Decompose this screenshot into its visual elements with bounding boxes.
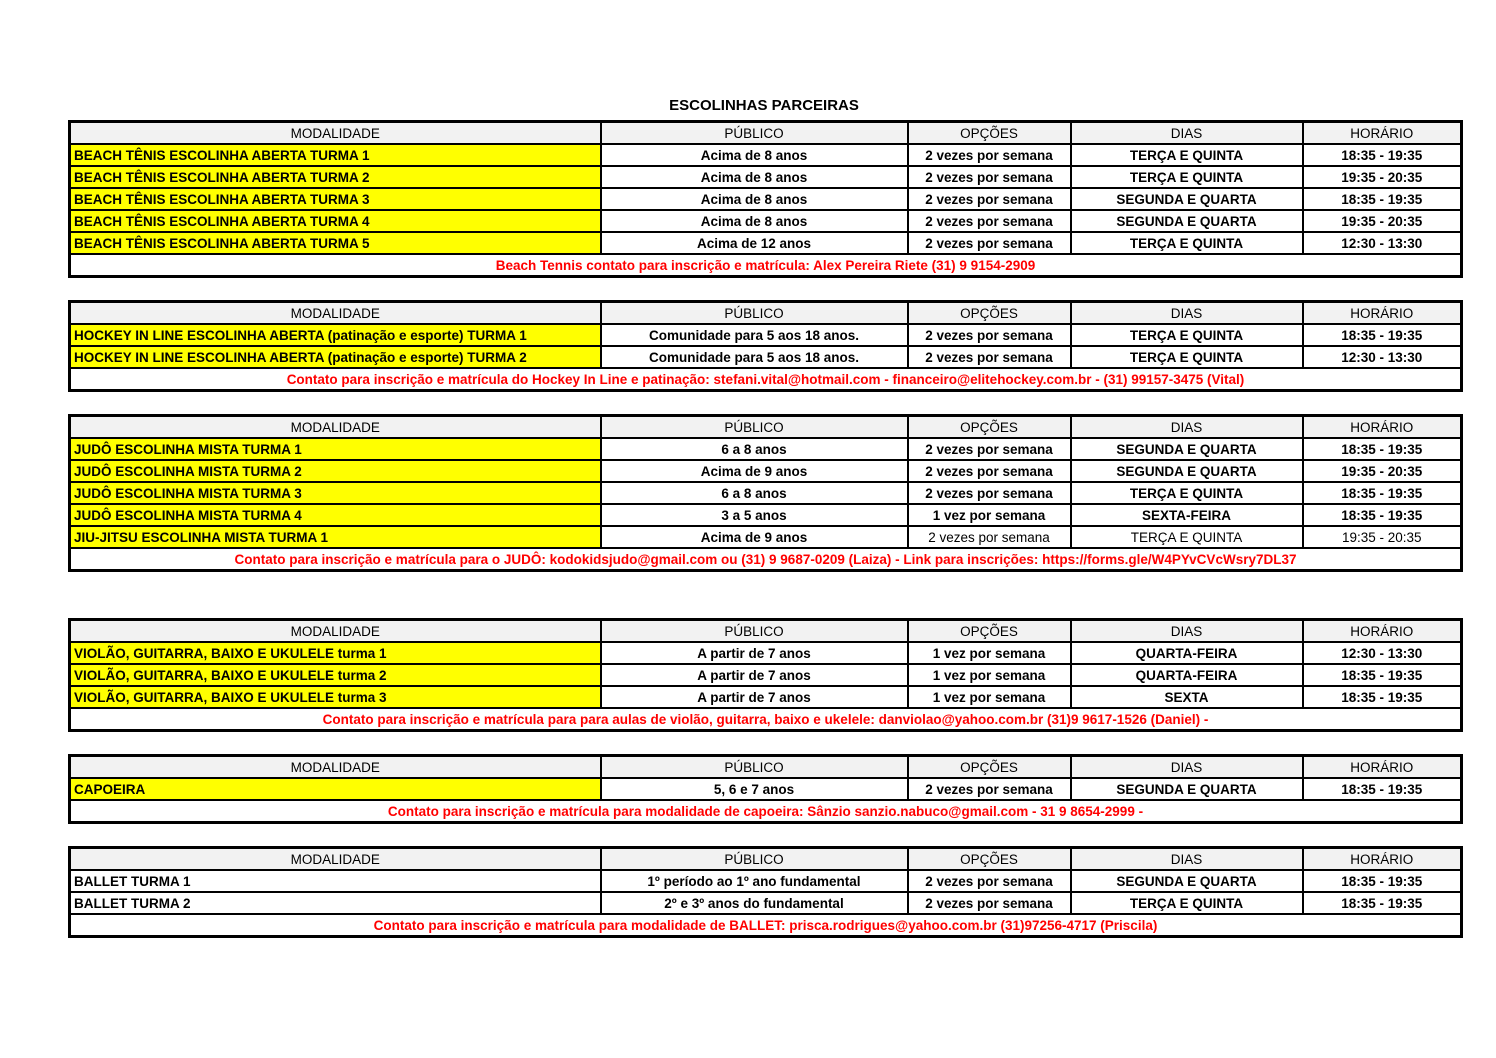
opcoes-cell: 2 vezes por semana <box>908 438 1071 460</box>
column-header: PÚBLICO <box>601 756 908 779</box>
publico-cell: A partir de 7 anos <box>601 664 908 686</box>
contact-row <box>70 708 1462 731</box>
dias-cell: TERÇA E QUINTA <box>1071 346 1303 368</box>
column-header: DIAS <box>1071 620 1303 643</box>
column-header: HORÁRIO <box>1303 848 1462 871</box>
contact-row <box>70 548 1462 571</box>
horario-cell: 12:30 - 13:30 <box>1303 642 1462 664</box>
contact-note: Contato para inscrição e matrícula do Hockey In Line e patinação: stefani.vital@hotmail.com - financeiro@elitehockey.com.br - (31) 99157-3475 (Vital) <box>70 368 1462 391</box>
publico-cell: Acima de 9 anos <box>601 460 908 482</box>
opcoes-cell: 2 vezes por semana <box>908 232 1071 254</box>
contact-row <box>70 368 1462 391</box>
schedule-table-ballet <box>68 846 1463 938</box>
modalidade-cell: CAPOEIRA <box>70 778 601 800</box>
schedule-table-violao-guitarra <box>68 618 1463 732</box>
header-row <box>70 620 1462 643</box>
dias-cell: TERÇA E QUINTA <box>1071 166 1303 188</box>
table-row <box>70 346 1462 368</box>
publico-cell: 6 a 8 anos <box>601 482 908 504</box>
column-header: OPÇÕES <box>908 756 1071 779</box>
column-header: OPÇÕES <box>908 416 1071 439</box>
dias-cell: TERÇA E QUINTA <box>1071 892 1303 914</box>
publico-cell: Acima de 8 anos <box>601 210 908 232</box>
dias-cell: SEGUNDA E QUARTA <box>1071 188 1303 210</box>
column-header: PÚBLICO <box>601 620 908 643</box>
table-row <box>70 210 1462 232</box>
horario-cell: 19:35 - 20:35 <box>1303 166 1462 188</box>
modalidade-cell: BEACH TÊNIS ESCOLINHA ABERTA TURMA 1 <box>70 144 601 166</box>
column-header: HORÁRIO <box>1303 756 1462 779</box>
horario-cell: 18:35 - 19:35 <box>1303 504 1462 526</box>
column-header: HORÁRIO <box>1303 122 1462 145</box>
table-row <box>70 482 1462 504</box>
dias-cell: TERÇA E QUINTA <box>1071 526 1303 548</box>
contact-note: Contato para inscrição e matrícula para o JUDÔ: kodokidsjudo@gmail.com ou (31) 9 9687-0209 (Laiza) - Link para inscrições: https://forms.gle/W4PYvCVcWsry7DL37 <box>70 548 1462 571</box>
dias-cell: TERÇA E QUINTA <box>1071 232 1303 254</box>
publico-cell: 1º período ao 1º ano fundamental <box>601 870 908 892</box>
modalidade-cell: BALLET TURMA 2 <box>70 892 601 914</box>
column-header: HORÁRIO <box>1303 620 1462 643</box>
opcoes-cell: 2 vezes por semana <box>908 210 1071 232</box>
opcoes-cell: 2 vezes por semana <box>908 460 1071 482</box>
header-row <box>70 756 1462 779</box>
column-header: DIAS <box>1071 848 1303 871</box>
table-row <box>70 686 1462 708</box>
table-row <box>70 188 1462 210</box>
horario-cell: 19:35 - 20:35 <box>1303 210 1462 232</box>
opcoes-cell: 2 vezes por semana <box>908 144 1071 166</box>
dias-cell: TERÇA E QUINTA <box>1071 482 1303 504</box>
opcoes-cell: 1 vez por semana <box>908 504 1071 526</box>
schedule-table-judo-jiu-jitsu <box>68 414 1463 572</box>
dias-cell: SEGUNDA E QUARTA <box>1071 210 1303 232</box>
modalidade-cell: VIOLÃO, GUITARRA, BAIXO E UKULELE turma 1 <box>70 642 601 664</box>
dias-cell: SEXTA <box>1071 686 1303 708</box>
publico-cell: 2º e 3º anos do fundamental <box>601 892 908 914</box>
publico-cell: 6 a 8 anos <box>601 438 908 460</box>
contact-note: Contato para inscrição e matrícula para modalidade de capoeira: Sânzio sanzio.nabuco@gmail.com - 31 9 8654-2999 - <box>70 800 1462 823</box>
opcoes-cell: 2 vezes por semana <box>908 166 1071 188</box>
table-row <box>70 144 1462 166</box>
column-header: OPÇÕES <box>908 122 1071 145</box>
column-header: MODALIDADE <box>70 416 601 439</box>
schedule-table-capoeira <box>68 754 1463 824</box>
column-header: MODALIDADE <box>70 122 601 145</box>
column-header: HORÁRIO <box>1303 416 1462 439</box>
table-row <box>70 232 1462 254</box>
publico-cell: Acima de 8 anos <box>601 144 908 166</box>
header-row <box>70 302 1462 325</box>
publico-cell: Acima de 8 anos <box>601 166 908 188</box>
column-header: DIAS <box>1071 756 1303 779</box>
horario-cell: 12:30 - 13:30 <box>1303 232 1462 254</box>
dias-cell: QUARTA-FEIRA <box>1071 664 1303 686</box>
dias-cell: TERÇA E QUINTA <box>1071 144 1303 166</box>
modalidade-cell: JUDÔ ESCOLINHA MISTA TURMA 3 <box>70 482 601 504</box>
column-header: HORÁRIO <box>1303 302 1462 325</box>
dias-cell: SEGUNDA E QUARTA <box>1071 438 1303 460</box>
modalidade-cell: BEACH TÊNIS ESCOLINHA ABERTA TURMA 2 <box>70 166 601 188</box>
horario-cell: 18:35 - 19:35 <box>1303 144 1462 166</box>
tables-container <box>68 120 1460 938</box>
modalidade-cell: JUDÔ ESCOLINHA MISTA TURMA 1 <box>70 438 601 460</box>
table-row <box>70 324 1462 346</box>
horario-cell: 18:35 - 19:35 <box>1303 664 1462 686</box>
modalidade-cell: BEACH TÊNIS ESCOLINHA ABERTA TURMA 4 <box>70 210 601 232</box>
modalidade-cell: VIOLÃO, GUITARRA, BAIXO E UKULELE turma 2 <box>70 664 601 686</box>
contact-note: Contato para inscrição e matrícula para para aulas de violão, guitarra, baixo e ukelele: danviolao@yahoo.com.br (31)9 9617-1526 (Daniel) - <box>70 708 1462 731</box>
schedule-table-hockey-in-line <box>68 300 1463 392</box>
table-row <box>70 778 1462 800</box>
opcoes-cell: 2 vezes por semana <box>908 188 1071 210</box>
horario-cell: 18:35 - 19:35 <box>1303 686 1462 708</box>
column-header: DIAS <box>1071 122 1303 145</box>
horario-cell: 18:35 - 19:35 <box>1303 438 1462 460</box>
dias-cell: SEGUNDA E QUARTA <box>1071 778 1303 800</box>
table-row <box>70 438 1462 460</box>
publico-cell: Acima de 12 anos <box>601 232 908 254</box>
column-header: PÚBLICO <box>601 302 908 325</box>
column-header: PÚBLICO <box>601 848 908 871</box>
publico-cell: Acima de 8 anos <box>601 188 908 210</box>
horario-cell: 18:35 - 19:35 <box>1303 778 1462 800</box>
modalidade-cell: HOCKEY IN LINE ESCOLINHA ABERTA (patinação e esporte) TURMA 2 <box>70 346 601 368</box>
opcoes-cell: 1 vez por semana <box>908 664 1071 686</box>
publico-cell: 3 a 5 anos <box>601 504 908 526</box>
opcoes-cell: 2 vezes por semana <box>908 482 1071 504</box>
opcoes-cell: 2 vezes por semana <box>908 892 1071 914</box>
horario-cell: 19:35 - 20:35 <box>1303 526 1462 548</box>
column-header: MODALIDADE <box>70 302 601 325</box>
horario-cell: 19:35 - 20:35 <box>1303 460 1462 482</box>
page-title: ESCOLINHAS PARCEIRAS <box>669 97 859 114</box>
dias-cell: QUARTA-FEIRA <box>1071 642 1303 664</box>
column-header: OPÇÕES <box>908 302 1071 325</box>
column-header: MODALIDADE <box>70 848 601 871</box>
modalidade-cell: BALLET TURMA 1 <box>70 870 601 892</box>
publico-cell: A partir de 7 anos <box>601 642 908 664</box>
modalidade-cell: JUDÔ ESCOLINHA MISTA TURMA 2 <box>70 460 601 482</box>
table-row <box>70 870 1462 892</box>
opcoes-cell: 2 vezes por semana <box>908 324 1071 346</box>
horario-cell: 18:35 - 19:35 <box>1303 188 1462 210</box>
column-header: OPÇÕES <box>908 620 1071 643</box>
table-row <box>70 892 1462 914</box>
modalidade-cell: BEACH TÊNIS ESCOLINHA ABERTA TURMA 5 <box>70 232 601 254</box>
modalidade-cell: JUDÔ ESCOLINHA MISTA TURMA 4 <box>70 504 601 526</box>
modalidade-cell: JIU-JITSU ESCOLINHA MISTA TURMA 1 <box>70 526 601 548</box>
column-header: OPÇÕES <box>908 848 1071 871</box>
contact-note: Contato para inscrição e matrícula para modalidade de BALLET: prisca.rodrigues@yahoo.com.br (31)97256-4717 (Priscila) <box>70 914 1462 937</box>
dias-cell: SEXTA-FEIRA <box>1071 504 1303 526</box>
header-row <box>70 122 1462 145</box>
opcoes-cell: 1 vez por semana <box>908 642 1071 664</box>
opcoes-cell: 1 vez por semana <box>908 686 1071 708</box>
header-row <box>70 416 1462 439</box>
horario-cell: 18:35 - 19:35 <box>1303 892 1462 914</box>
horario-cell: 12:30 - 13:30 <box>1303 346 1462 368</box>
schedule-table-beach-tennis <box>68 120 1463 278</box>
contact-note: Beach Tennis contato para inscrição e matrícula: Alex Pereira Riete (31) 9 9154-2909 <box>70 254 1462 277</box>
opcoes-cell: 2 vezes por semana <box>908 870 1071 892</box>
opcoes-cell: 2 vezes por semana <box>908 526 1071 548</box>
header-row <box>70 848 1462 871</box>
table-row <box>70 526 1462 548</box>
table-row <box>70 642 1462 664</box>
table-row <box>70 664 1462 686</box>
publico-cell: 5, 6 e 7 anos <box>601 778 908 800</box>
contact-row <box>70 800 1462 823</box>
publico-cell: Comunidade para 5 aos 18 anos. <box>601 324 908 346</box>
modalidade-cell: VIOLÃO, GUITARRA, BAIXO E UKULELE turma 3 <box>70 686 601 708</box>
contact-row <box>70 914 1462 937</box>
dias-cell: SEGUNDA E QUARTA <box>1071 870 1303 892</box>
opcoes-cell: 2 vezes por semana <box>908 778 1071 800</box>
horario-cell: 18:35 - 19:35 <box>1303 324 1462 346</box>
column-header: PÚBLICO <box>601 416 908 439</box>
column-header: PÚBLICO <box>601 122 908 145</box>
table-row <box>70 504 1462 526</box>
column-header: MODALIDADE <box>70 620 601 643</box>
column-header: DIAS <box>1071 302 1303 325</box>
opcoes-cell: 2 vezes por semana <box>908 346 1071 368</box>
modalidade-cell: BEACH TÊNIS ESCOLINHA ABERTA TURMA 3 <box>70 188 601 210</box>
publico-cell: Acima de 9 anos <box>601 526 908 548</box>
dias-cell: SEGUNDA E QUARTA <box>1071 460 1303 482</box>
table-row <box>70 460 1462 482</box>
publico-cell: A partir de 7 anos <box>601 686 908 708</box>
modalidade-cell: HOCKEY IN LINE ESCOLINHA ABERTA (patinação e esporte) TURMA 1 <box>70 324 601 346</box>
column-header: MODALIDADE <box>70 756 601 779</box>
dias-cell: TERÇA E QUINTA <box>1071 324 1303 346</box>
contact-row <box>70 254 1462 277</box>
table-row <box>70 166 1462 188</box>
column-header: DIAS <box>1071 416 1303 439</box>
horario-cell: 18:35 - 19:35 <box>1303 870 1462 892</box>
horario-cell: 18:35 - 19:35 <box>1303 482 1462 504</box>
publico-cell: Comunidade para 5 aos 18 anos. <box>601 346 908 368</box>
